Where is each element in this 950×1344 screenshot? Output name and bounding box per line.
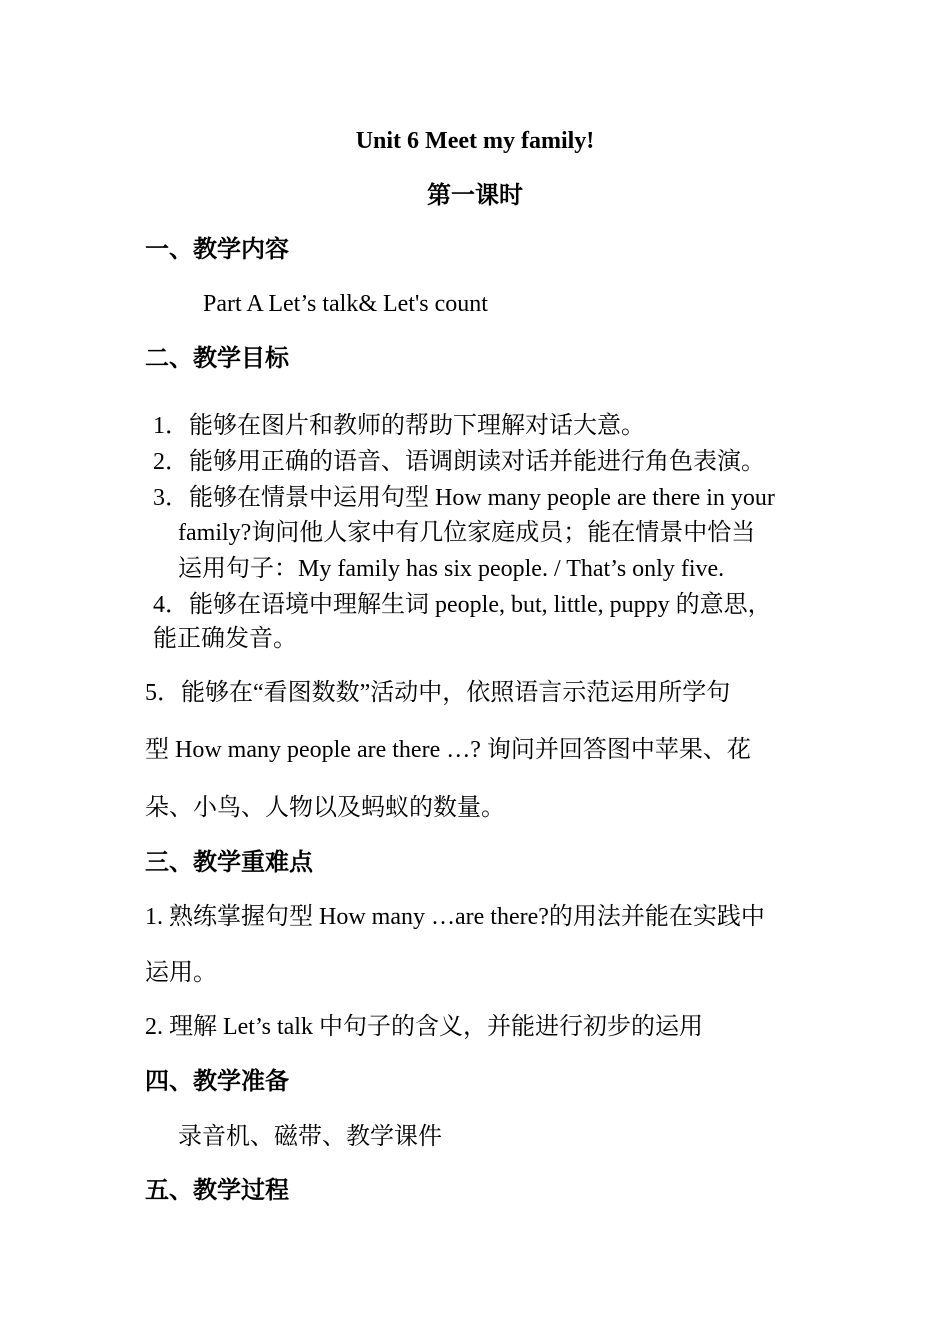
section-heading-preparation: 四、教学准备 [145, 1069, 289, 1095]
goal-line: 朵、小鸟、人物以及蚂蚁的数量。 [145, 795, 505, 821]
key-point-line: 运用。 [145, 960, 217, 986]
goal-line: 1．能够在图片和教师的帮助下理解对话大意。 [153, 413, 645, 439]
goal-line: 能正确发音。 [153, 626, 297, 652]
preparation-text: 录音机、磁带、教学课件 [178, 1124, 442, 1150]
goal-line: family?询问他人家中有几位家庭成员；能在情景中恰当 [178, 520, 756, 546]
document-title: Unit 6 Meet my family! [355, 128, 595, 154]
section-heading-key-points: 三、教学重难点 [145, 850, 313, 876]
lesson-period: 第一课时 [427, 183, 523, 209]
key-point-line: 2. 理解 Let’s talk 中句子的含义，并能进行初步的运用 [145, 1014, 703, 1040]
key-point-line: 1. 熟练掌握句型 How many …are there?的用法并能在实践中 [145, 904, 765, 930]
goal-line: 3．能够在情景中运用句型 How many people are there in your [153, 485, 775, 511]
section-heading-process: 五、教学过程 [145, 1178, 289, 1204]
goal-line: 2．能够用正确的语音、语调朗读对话并能进行角色表演。 [153, 449, 765, 475]
goal-line: 5．能够在“看图数数”活动中，依照语言示范运用所学句 [145, 680, 731, 706]
section-heading-goals: 二、教学目标 [145, 346, 289, 372]
goal-line: 4．能够在语境中理解生词 people, but, little, puppy 的意思， [153, 592, 772, 618]
goal-line: 型 How many people are there …? 询问并回答图中苹果、花 [145, 737, 751, 763]
section-heading-content: 一、教学内容 [145, 237, 289, 263]
content-text: Part A Let’s talk& Let's count [203, 291, 488, 317]
goal-line: 运用句子：My family has six people. / That’s only five. [178, 556, 725, 582]
